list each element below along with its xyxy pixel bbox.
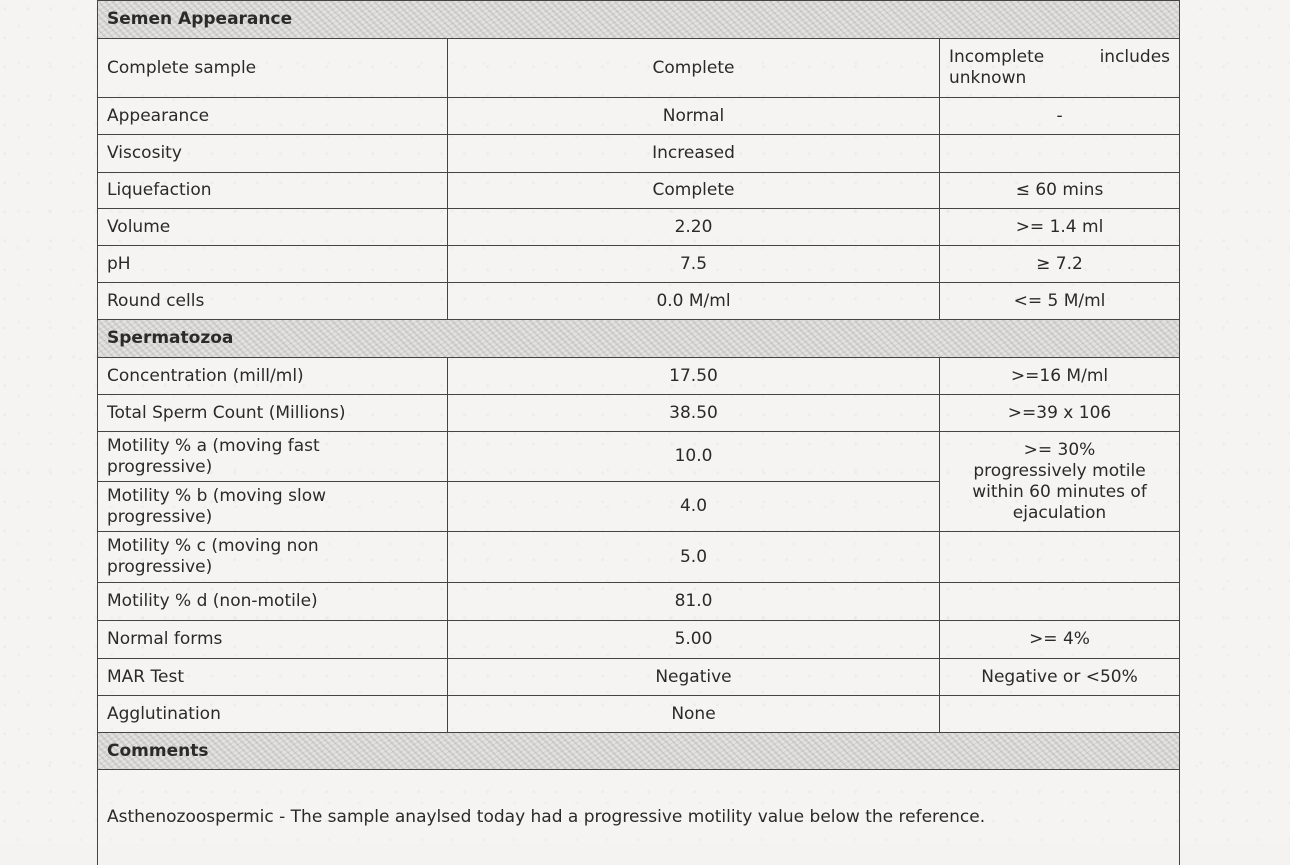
result-value: 2.20 [448,209,940,246]
table-row [98,135,1180,173]
comment-text: Asthenozoospermic - The sample anaylsed today had a progressive motility value below the reference. [98,770,1180,865]
reference-range: - [940,98,1180,135]
result-value: 10.0 [448,432,940,482]
table-row [98,583,1180,621]
param-label: Normal forms [98,621,448,659]
reference-range [940,135,1180,173]
reference-line: progressively motile [973,460,1146,481]
table-row [98,209,1180,246]
result-value: Complete [448,173,940,209]
param-label: pH [98,246,448,283]
reference-range: ≥ 7.2 [940,246,1180,283]
table-row [98,621,1180,659]
section-title: Spermatozoa [98,320,1180,358]
result-value: 4.0 [448,482,940,532]
result-value: None [448,696,940,733]
param-label: Total Sperm Count (Millions) [98,395,448,432]
result-value: Increased [448,135,940,173]
reference-line: within 60 minutes of [972,481,1147,502]
table-row [98,39,1180,98]
param-line: progressive) [107,506,213,527]
param-label: Round cells [98,283,448,320]
param-label [98,482,448,532]
reference-line: >= 30% [1023,439,1096,460]
result-value: 5.00 [448,621,940,659]
param-label: Viscosity [98,135,448,173]
param-label: Motility % d (non-motile) [98,583,448,621]
table-row [98,395,1180,432]
table-row [98,358,1180,395]
table-row [98,246,1180,283]
param-label: Volume [98,209,448,246]
semen-analysis-table [97,0,1180,865]
param-label: MAR Test [98,659,448,696]
table-row [98,283,1180,320]
reference-range: Negative or <50% [940,659,1180,696]
result-value: 38.50 [448,395,940,432]
table-row [98,173,1180,209]
reference-range: >= 4% [940,621,1180,659]
result-value: Normal [448,98,940,135]
comment-row [98,770,1180,865]
reference-line: unknown [949,68,1027,88]
param-line: Motility % c (moving non [107,536,319,556]
result-value: 17.50 [448,358,940,395]
result-value: Negative [448,659,940,696]
param-label: Appearance [98,98,448,135]
reference-range: >=39 x 106 [940,395,1180,432]
param-label [98,532,448,583]
result-value: 81.0 [448,583,940,621]
result-value: 5.0 [448,532,940,583]
table-row [98,532,1180,583]
table-row [98,696,1180,733]
table-row [98,432,1180,482]
reference-range: ≤ 60 mins [940,173,1180,209]
section-header-spermatozoa [98,320,1180,358]
param-line: progressive) [107,456,213,477]
result-value: 0.0 M/ml [448,283,940,320]
section-title: Comments [98,733,1180,770]
param-label: Liquefaction [98,173,448,209]
reference-range [940,532,1180,583]
reference-range [940,432,1180,532]
param-line: Motility % a (moving fast [107,435,320,456]
param-label: Concentration (mill/ml) [98,358,448,395]
reference-range [940,39,1180,98]
reference-range: <= 5 M/ml [940,283,1180,320]
param-label: Complete sample [98,39,448,98]
section-header-comments [98,733,1180,770]
reference-range [940,696,1180,733]
reference-range: >= 1.4 ml [940,209,1180,246]
param-label [98,432,448,482]
result-value: 7.5 [448,246,940,283]
reference-range: >=16 M/ml [940,358,1180,395]
section-header-appearance [98,1,1180,39]
param-label: Agglutination [98,696,448,733]
section-title: Semen Appearance [98,1,1180,39]
table-row [98,659,1180,696]
table-row [98,98,1180,135]
reference-line: Incomplete includes [949,47,1171,67]
reference-line: ejaculation [1012,502,1107,523]
reference-range [940,583,1180,621]
param-line: Motility % b (moving slow [107,485,327,506]
result-value: Complete [448,39,940,98]
param-line: progressive) [107,557,213,577]
